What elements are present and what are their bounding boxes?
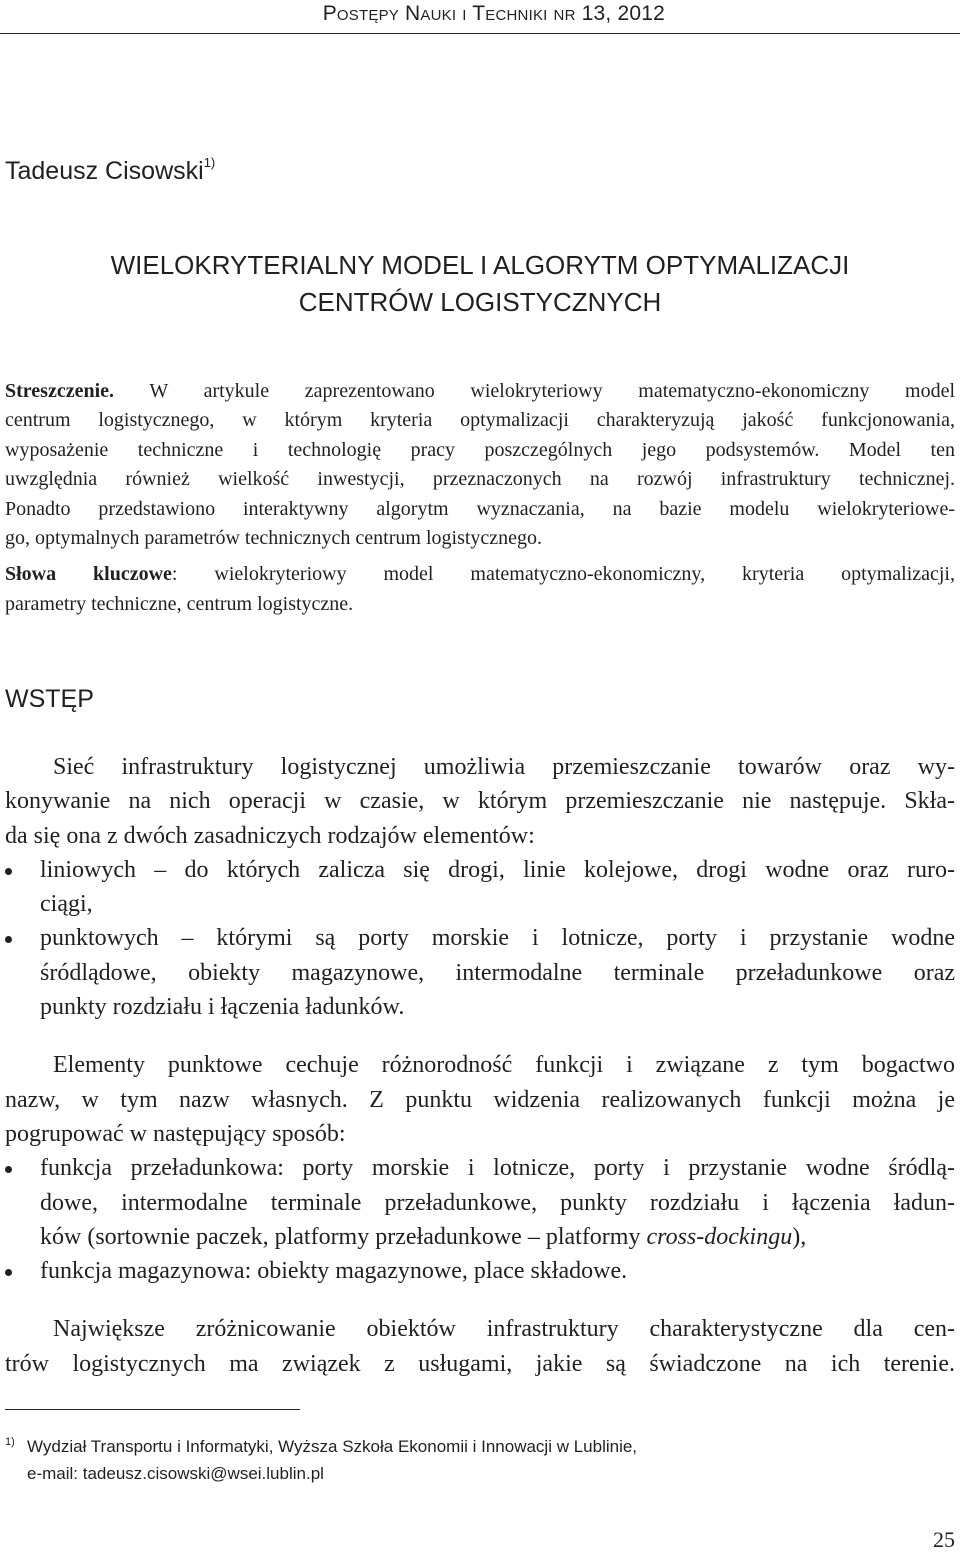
abstract-label: Streszczenie. xyxy=(5,380,115,402)
keywords-line xyxy=(5,560,955,589)
list-item xyxy=(5,921,955,1024)
abstract-line-text: W artykule zaprezentowano wielokryteriowy matematyczno-ekonomiczny model xyxy=(114,380,955,402)
function-groups-list xyxy=(5,1151,955,1288)
article-title-line: WIELOKRYTERIALNY MODEL I ALGORYTM OPTYMALIZACJI xyxy=(110,250,850,280)
list-item xyxy=(5,853,955,922)
element-types-list xyxy=(5,853,955,1024)
keywords-line: parametry techniczne, centrum logistyczne. xyxy=(5,592,354,615)
footnote-line: Wydział Transportu i Informatyki, Wyższa Szkoła Ekonomii i Innowacji w Lublinie, xyxy=(27,1437,638,1456)
paragraph-line: konywanie na nich operacji w czasie, w którym przemieszczanie nie następuje. Skła- xyxy=(5,788,955,815)
footnote-rule xyxy=(5,1409,300,1410)
abstract-line xyxy=(5,377,955,406)
paragraph-line: Największe zróżnicowanie obiektów infrastruktury charakterystyczne dla cen- xyxy=(53,1316,955,1343)
italic-term: cross-dockingu xyxy=(646,1223,793,1250)
list-item-line: punktowych – którymi są porty morskie i lotnicze, porty i przystanie wodne xyxy=(40,925,955,952)
footnote-email[interactable]: e-mail: tadeusz.cisowski@wsei.lublin.pl xyxy=(27,1464,324,1483)
abstract-line: uwzględnia również wielkość inwestycji, przeznaczonych na rozwój infrastruktury technicznej. xyxy=(5,468,955,491)
bullet-icon xyxy=(5,936,12,943)
abstract-text xyxy=(5,377,955,553)
list-item xyxy=(5,1254,955,1288)
list-item-line: ciągi, xyxy=(40,891,93,918)
list-item-text: ków (sortownie paczek, platformy przeładunkowe – platformy xyxy=(40,1223,647,1250)
abstract xyxy=(5,377,955,619)
paragraph-line: nazw, w tym nazw własnych. Z punktu widzenia realizowanych funkcji można je xyxy=(5,1086,955,1113)
list-item-line: funkcja przeładunkowa: porty morskie i lotnicze, porty i przystanie wodne śródlą- xyxy=(40,1155,955,1182)
list-item-line xyxy=(40,1220,955,1254)
list-item-text: ), xyxy=(792,1223,807,1250)
article-title xyxy=(0,247,960,321)
keywords-label: Słowa kluczowe xyxy=(5,563,172,586)
bullet-icon xyxy=(5,1166,12,1173)
abstract-line: centrum logistycznego, w którym kryteria optymalizacji charakteryzują jakość funkcjonowania, xyxy=(5,409,955,432)
abstract-line: Ponadto przedstawiono interaktywny algorytm wyznaczania, na bazie modelu wielokryteriowe- xyxy=(5,497,955,520)
abstract-line: go, optymalnych parametrów technicznych centrum logistycznego. xyxy=(5,527,543,550)
footnote-marker: 1) xyxy=(5,1436,15,1448)
paragraph-line: trów logistycznych ma związek z usługami, jakie są świadczone na ich terenie. xyxy=(5,1350,955,1377)
article-title-line: CENTRÓW LOGISTYCZNYCH xyxy=(298,287,662,317)
bullet-icon xyxy=(5,1269,12,1276)
author-name-text: Tadeusz Cisowski xyxy=(5,157,204,185)
section-heading: WSTĘP xyxy=(5,685,94,713)
section-body xyxy=(5,750,955,1381)
abstract-line: wyposażenie techniczne i technologię pracy poszczególnych jego podsystemów. Model ten xyxy=(5,438,955,461)
header-rule xyxy=(0,33,960,34)
list-item xyxy=(5,1151,955,1254)
author-footnote-marker[interactable]: 1) xyxy=(203,155,216,170)
list-item-line: funkcja magazynowa: obiekty magazynowe, place składowe. xyxy=(40,1258,628,1285)
running-header: Postępy Nauki i Techniki nr 13, 2012 xyxy=(322,2,665,25)
page-number: 25 xyxy=(933,1527,955,1552)
paragraph-line: pogrupować w następujący sposób: xyxy=(5,1120,346,1147)
paragraph-line: da się ona z dwóch zasadniczych rodzajów elementów: xyxy=(5,822,535,849)
bullet-icon xyxy=(5,868,12,875)
author-name xyxy=(5,155,215,186)
keywords-text: : wielokryteriowy model matematyczno-ekonomiczny, kryteria optymalizacji, xyxy=(171,563,955,586)
list-item-line: liniowych – do których zalicza się drogi, linie kolejowe, drogi wodne oraz ruro- xyxy=(40,856,955,883)
paragraph xyxy=(5,1048,955,1151)
keywords xyxy=(5,560,955,619)
paragraph xyxy=(5,750,955,853)
list-item-line: dowe, intermodalne terminale przeładunkowe, punkty rozdziału i łączenia ładun- xyxy=(40,1189,955,1216)
footnote xyxy=(5,1433,905,1487)
paragraph-line: Elementy punktowe cechuje różnorodność funkcji i związane z tym bogactwo xyxy=(53,1052,955,1079)
list-item-line: punkty rozdziału i łączenia ładunków. xyxy=(40,994,405,1021)
paragraph-line: Sieć infrastruktury logistycznej umożliwia przemieszczanie towarów oraz wy- xyxy=(53,754,955,780)
list-item-line: śródlądowe, obiekty magazynowe, intermodalne terminale przeładunkowe oraz xyxy=(40,959,955,986)
paragraph xyxy=(5,1312,955,1381)
